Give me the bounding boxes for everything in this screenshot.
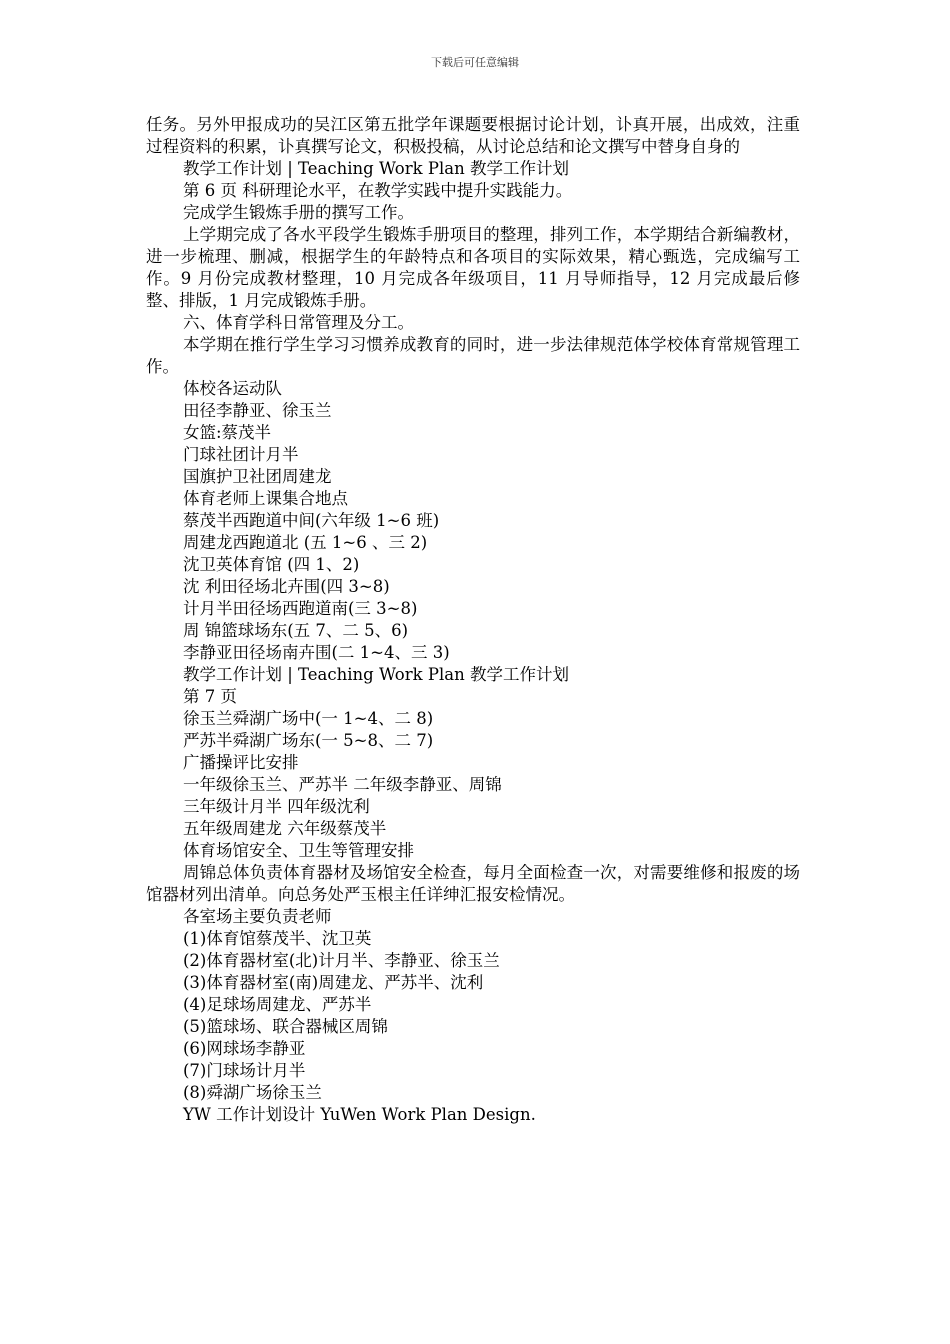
paragraph: 上学期完成了各水平段学生锻炼手册项目的整理，排列工作，本学期结合新编教材，进一步梳理、删减，根据学生的年龄特点和各项目的实际效果，精心甄选，完成编写工作。9 月份完成教材整理，10 月完成各年级项目，11 月导师指导，12 月完成最后修整、排版，1 月完成锻炼手册。: [146, 225, 800, 310]
paragraph: 三年级计月半 四年级沈利: [183, 797, 370, 816]
paragraph: 体育老师上课集合地点: [183, 489, 348, 508]
paragraph: 沈 利田径场北卉围(四 3~8): [183, 577, 390, 596]
paragraph: 教学工作计划 | Teaching Work Plan 教学工作计划: [183, 665, 569, 684]
paragraph: 第 6 页 科研理论水平，在教学实践中提升实践能力。: [183, 181, 573, 200]
paragraph: 李静亚田径场南卉围(二 1~4、三 3): [183, 643, 450, 662]
paragraph: 周建龙西跑道北 (五 1~6 、三 2): [183, 533, 428, 552]
paragraph: 沈卫英体育馆 (四 1、2): [183, 555, 360, 574]
paragraph: 蔡茂半西跑道中间(六年级 1~6 班): [183, 511, 440, 530]
paragraph: (4)足球场周建龙、严苏半: [183, 995, 372, 1014]
paragraph: 女篮:蔡茂半: [183, 423, 272, 442]
paragraph: 五年级周建龙 六年级蔡茂半: [183, 819, 387, 838]
paragraph: 周 锦篮球场东(五 7、二 5、6): [183, 621, 409, 640]
paragraph: (2)体育器材室(北)计月半、李静亚、徐玉兰: [183, 951, 500, 970]
paragraph: 第 7 页: [183, 687, 237, 706]
paragraph: 门球社团计月半: [183, 445, 299, 464]
paragraph: 计月半田径场西跑道南(三 3~8): [183, 599, 418, 618]
paragraph: 田径李静亚、徐玉兰: [183, 401, 332, 420]
paragraph: 完成学生锻炼手册的撰写工作。: [183, 203, 414, 222]
paragraph: YW 工作计划设计 YuWen Work Plan Design.: [183, 1105, 536, 1124]
page-header: 下载后可任意编辑: [431, 56, 519, 69]
paragraph: 广播操评比安排: [183, 753, 299, 772]
paragraph: (3)体育器材室(南)周建龙、严苏半、沈利: [183, 973, 484, 992]
paragraph: (8)舜湖广场徐玉兰: [183, 1083, 322, 1102]
paragraph: 本学期在推行学生学习习惯养成教育的同时，进一步法律规范体学校体育常规管理工作。: [146, 335, 800, 376]
paragraph: 徐玉兰舜湖广场中(一 1~4、二 8): [183, 709, 434, 728]
document-body: [146, 114, 800, 1126]
paragraph: (5)篮球场、联合器械区周锦: [183, 1017, 388, 1036]
paragraph: 体育场馆安全、卫生等管理安排: [183, 841, 414, 860]
paragraph: 周锦总体负责体育器材及场馆安全检查，每月全面检查一次，对需要维修和报废的场馆器材列出清单。向总务处严玉根主任详绅汇报安检情况。: [146, 863, 800, 904]
paragraph: 各室场主要负责老师: [183, 907, 332, 926]
paragraph: (6)网球场李静亚: [183, 1039, 306, 1058]
paragraph: 严苏半舜湖广场东(一 5~8、二 7): [183, 731, 434, 750]
paragraph: 国旗护卫社团周建龙: [183, 467, 332, 486]
paragraph: 教学工作计划 | Teaching Work Plan 教学工作计划: [183, 159, 569, 178]
paragraph: (7)门球场计月半: [183, 1061, 306, 1080]
paragraph: 任务。另外甲报成功的吴江区第五批学年课题要根据讨论计划，讣真开展，出成效，注重过程资料的积累，讣真撰写论文，积极投稿，从讨论总结和论文撰写中替身自身的: [146, 115, 800, 156]
paragraph: (1)体育馆蔡茂半、沈卫英: [183, 929, 372, 948]
paragraph: 体校各运动队: [183, 379, 282, 398]
paragraph: 六、体育学科日常管理及分工。: [183, 313, 414, 332]
paragraph: 一年级徐玉兰、严苏半 二年级李静亚、周锦: [183, 775, 502, 794]
